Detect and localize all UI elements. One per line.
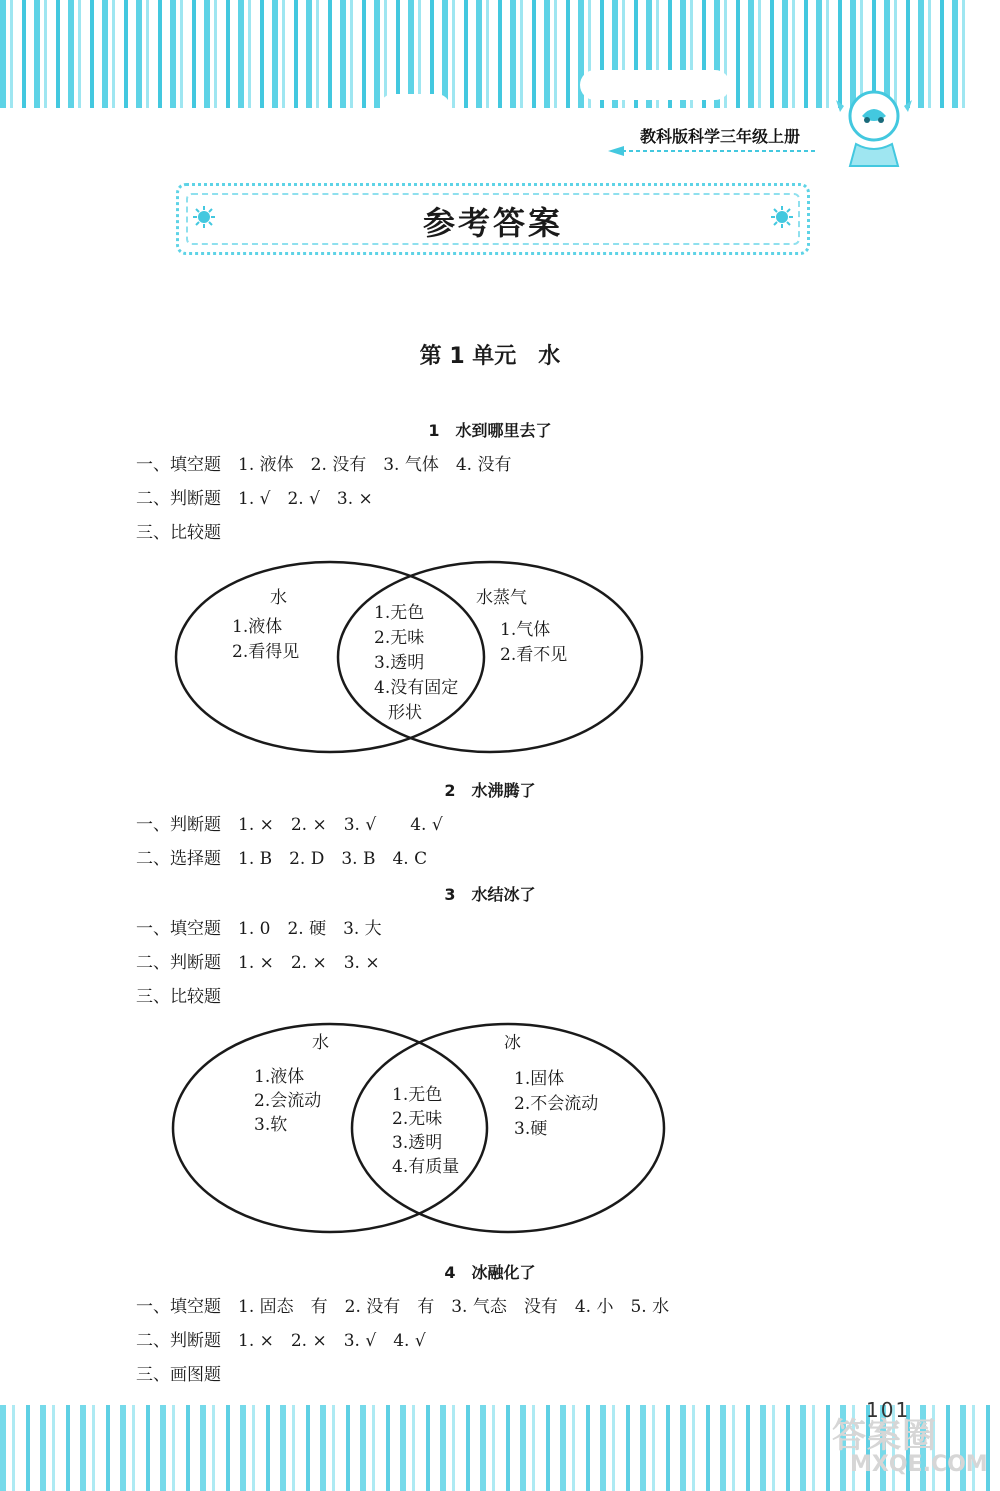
venn-middle-item: 4.有质量 xyxy=(392,1157,460,1177)
venn-middle-item: 1.无色 xyxy=(374,603,425,623)
venn-left-item: 2.看得见 xyxy=(232,642,300,662)
cloud-decoration xyxy=(580,70,730,100)
answer-line: 二、判断题 1. √ 2. √ 3. × xyxy=(136,489,373,509)
venn-left-item: 3.软 xyxy=(254,1115,288,1135)
venn-right-item: 3.硬 xyxy=(514,1119,548,1139)
venn-middle-item: 2.无味 xyxy=(374,628,425,648)
answer-line: 一、判断题 1. × 2. × 3. √ 4. √ xyxy=(136,815,443,835)
answer-line: 二、选择题 1. B 2. D 3. B 4. C xyxy=(136,849,428,869)
page-title: 参考答案 xyxy=(422,204,563,242)
venn-diagram-water-vapor xyxy=(170,558,650,758)
arrow-icon xyxy=(608,146,818,156)
answer-line: 三、比较题 xyxy=(136,523,221,543)
answer-line: 一、填空题 1. 固态 有 2. 没有 有 3. 气态 没有 4. 小 5. 水 xyxy=(136,1297,670,1317)
unit-heading: 第 1 单元 水 xyxy=(419,344,561,369)
venn-left-item: 2.会流动 xyxy=(254,1091,322,1111)
mascot-icon xyxy=(834,86,914,176)
section-title: 3 水结冰了 xyxy=(444,885,536,904)
venn-right-item: 1.气体 xyxy=(500,620,551,640)
venn-left-title: 水 xyxy=(312,1033,329,1053)
page-number: 101 xyxy=(866,1398,911,1422)
venn-middle-item: 3.透明 xyxy=(392,1133,443,1153)
venn-right-item: 1.固体 xyxy=(514,1069,565,1089)
answer-line: 二、判断题 1. × 2. × 3. × xyxy=(136,953,380,973)
sun-icon xyxy=(771,206,793,228)
venn-middle-item: 2.无味 xyxy=(392,1109,443,1129)
watermark-url: MXQE.COM xyxy=(850,1452,988,1477)
answer-line: 三、画图题 xyxy=(136,1365,221,1385)
title-banner xyxy=(176,183,810,255)
venn-left-title: 水 xyxy=(270,588,287,608)
answer-line: 一、填空题 1. 液体 2. 没有 3. 气体 4. 没有 xyxy=(136,455,512,475)
venn-left-circle xyxy=(176,562,484,752)
venn-right-title: 冰 xyxy=(504,1033,521,1053)
venn-left-item: 1.液体 xyxy=(254,1067,305,1087)
section-title: 4 冰融化了 xyxy=(444,1263,536,1282)
venn-right-item: 2.看不见 xyxy=(500,645,568,665)
section-title: 2 水沸腾了 xyxy=(444,781,536,800)
venn-middle-item: 4.没有固定 xyxy=(374,678,459,698)
venn-left-item: 1.液体 xyxy=(232,617,283,637)
venn-diagram-water-ice xyxy=(168,1020,680,1244)
answer-line: 二、判断题 1. × 2. × 3. √ 4. √ xyxy=(136,1331,426,1351)
venn-middle-item: 3.透明 xyxy=(374,653,425,673)
section-title: 1 水到哪里去了 xyxy=(428,421,552,440)
answer-line: 一、填空题 1. 0 2. 硬 3. 大 xyxy=(136,919,382,939)
venn-middle-item: 形状 xyxy=(388,703,422,723)
answer-line: 三、比较题 xyxy=(136,987,221,1007)
book-title: 教科版科学三年级上册 xyxy=(640,127,801,146)
venn-middle-item: 1.无色 xyxy=(392,1085,443,1105)
venn-right-item: 2.不会流动 xyxy=(514,1094,599,1114)
watermark-logo: 答案圈 xyxy=(832,1416,937,1456)
venn-right-title: 水蒸气 xyxy=(476,588,527,608)
